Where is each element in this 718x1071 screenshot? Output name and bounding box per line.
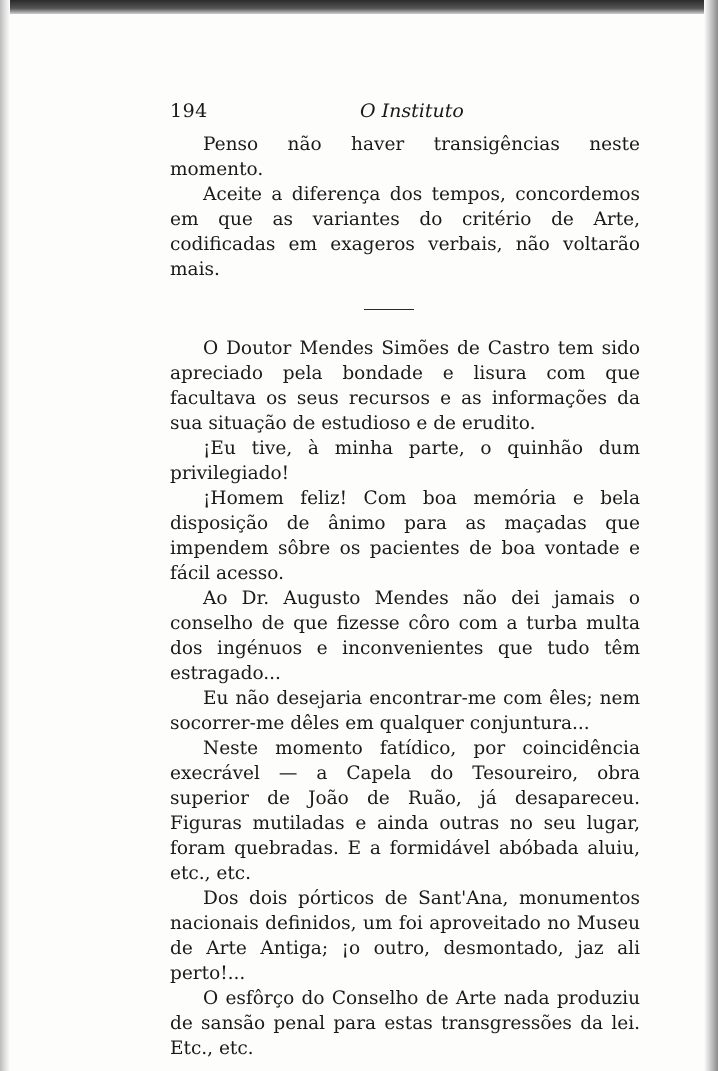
paragraph: Dos dois pórticos de Sant'Ana, monumentos nacionais definidos, um foi aproveitado no Museu de Arte Antiga; ¡o outro, desmontado, jaz ali perto!...	[170, 888, 640, 984]
running-title: O Instituto	[360, 100, 464, 122]
body-text	[170, 132, 640, 1061]
scan-edge-left	[0, 0, 10, 1071]
paragraph: Penso não haver transigências neste momento.	[170, 134, 640, 180]
paragraph: Aceite a diferença dos tempos, concordemos em que as variantes do critério de Arte, codificadas em exageros verbais, não voltarão mais.	[170, 184, 640, 280]
paragraph: O Doutor Mendes Simões de Castro tem sido apreciado pela bondade e lisura com que facultava os seus recursos e as informações da sua situação de estudioso e de erudito.	[170, 338, 640, 434]
paragraph: Ao Dr. Augusto Mendes não dei jamais o conselho de que fizesse côro com a turba multa dos ingénuos e inconvenientes que tudo têm estragado...	[170, 588, 640, 684]
paragraph: Eu não desejaria encontrar-me com êles; nem socorrer-me dêles em qualquer conjuntura...	[170, 688, 640, 734]
page-number: 194	[170, 100, 208, 122]
paragraph: O esfôrço do Conselho de Arte nada produziu de sansão penal para estas transgressões da lei. Etc., etc.	[170, 988, 640, 1059]
section-divider	[364, 309, 414, 310]
scan-edge-top	[0, 0, 718, 14]
paragraph: Neste momento fatídico, por coincidência execrável — a Capela do Tesoureiro, obra superior de João de Ruão, já desapareceu. Figuras mutiladas e ainda outras no seu lugar, foram quebradas. E a formidável abóbada aluiu, etc., etc.	[170, 738, 640, 884]
paragraph: ¡Eu tive, à minha parte, o quinhão dum privilegiado!	[170, 438, 640, 484]
scan-edge-right	[704, 0, 718, 1071]
paragraph: ¡Homem feliz! Com boa memória e bela disposição de ânimo para as maçadas que impendem sôbre os pacientes de boa vontade e fácil acesso.	[170, 488, 640, 584]
